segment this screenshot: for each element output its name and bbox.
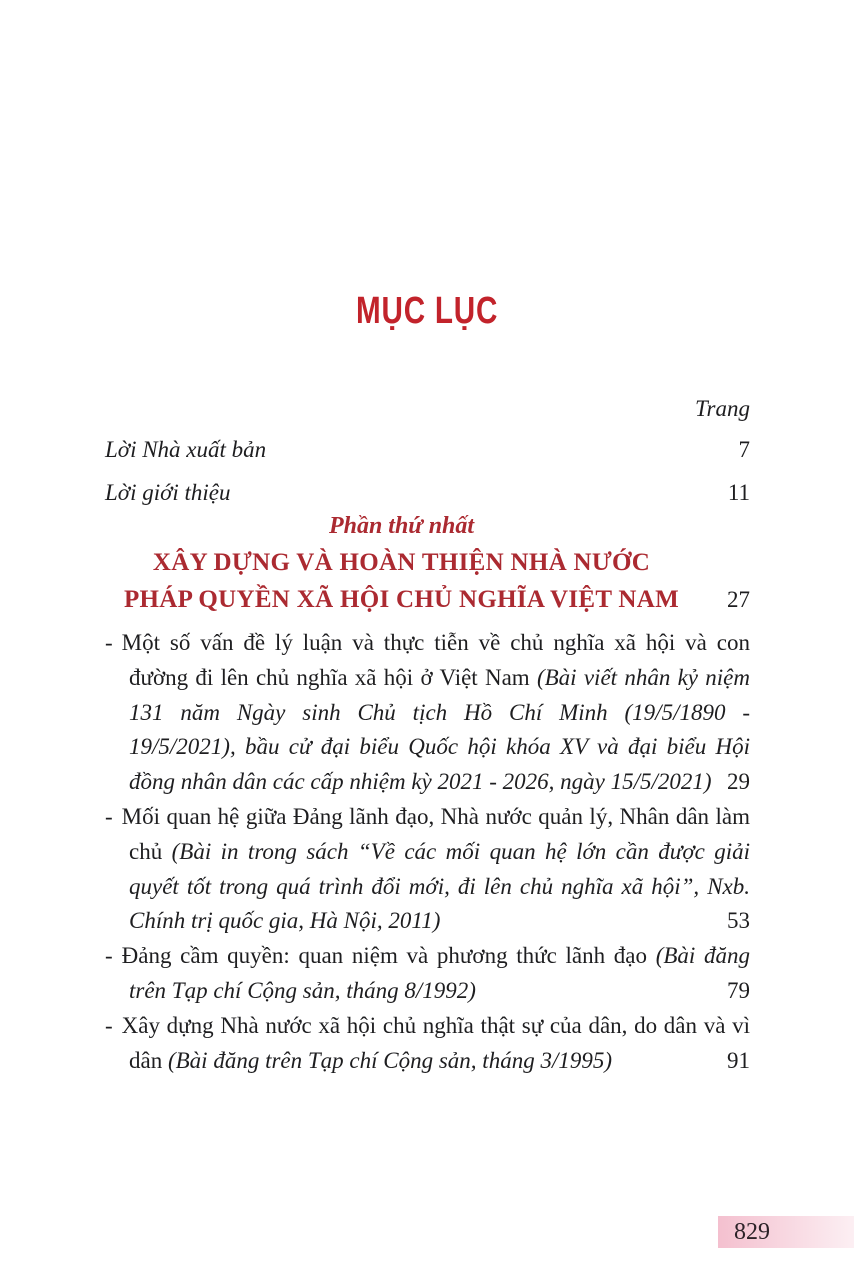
page-column-header: Trang [695, 396, 750, 421]
toc-entry-list [105, 626, 750, 1078]
folio-bar [718, 1216, 854, 1248]
front-matter-page-number: 7 [738, 437, 750, 462]
toc-entry [105, 1009, 750, 1079]
toc-entry [105, 939, 750, 1009]
toc-entry [105, 626, 750, 800]
section-heading [105, 509, 750, 618]
page-title-row [0, 290, 854, 333]
entry-text: Một số vấn đề lý luận và thực tiễn về chủ nghĩa xã hội và con đường đi lên chủ nghĩa xã hội ở Việt Nam (Bài viết nhân kỷ niệm 131 năm Ngày sinh Chủ tịch Hồ Chí Minh (19/5/1890 - 19/5/2021), bầu cử đại biểu Quốc hội khóa XV và đại biểu Hội đồng nhân dân các cấp nhiệm kỳ 2021 - 2026, ngày 15/5/2021) [121, 630, 750, 795]
entry-page-number: 91 [727, 1047, 750, 1073]
front-matter-title: Lời Nhà xuất bản [105, 437, 267, 462]
page-title: MỤC LỤC [355, 290, 499, 332]
front-matter-title: Lời giới thiệu [105, 480, 231, 505]
entry-dash-marker: - [105, 630, 113, 655]
entry-page-number: 29 [727, 769, 750, 795]
entry-text: Mối quan hệ giữa Đảng lãnh đạo, Nhà nước quản lý, Nhân dân làm chủ (Bài in trong sách “Về các mối quan hệ lớn cần được giải quyết tốt trong quá trình đổi mới, đi lên chủ nghĩa xã hội”, Nxb. Chính trị quốc gia, Hà Nội, 2011) [121, 803, 750, 934]
entry-page-number: 53 [727, 908, 750, 934]
folio-page-number: 829 [734, 1219, 770, 1245]
entry-text: Đảng cầm quyền: quan niệm và phương thức lãnh đạo (Bài đăng trên Tạp chí Cộng sản, tháng 8/1992) [121, 943, 750, 1003]
section-kicker: Phần thứ nhất [328, 513, 475, 539]
entry-page-number: 79 [727, 977, 750, 1003]
entry-dash-marker: - [105, 1012, 113, 1038]
entry-dash-marker: - [105, 803, 113, 829]
front-matter-page-number: 11 [727, 480, 750, 505]
entry-dash-marker: - [105, 943, 113, 969]
section-title-line-1: XÂY DỰNG VÀ HOÀN THIỆN NHÀ NƯỚC [152, 549, 651, 576]
front-matter-list [105, 428, 750, 514]
section-title-line-2: PHÁP QUYỀN XÃ HỘI CHỦ NGHĨA VIỆT NAM [123, 586, 680, 613]
section-page-number: 27 [727, 587, 750, 612]
entry-text: Xây dựng Nhà nước xã hội chủ nghĩa thật sự của dân, do dân và vì dân (Bài đăng trên Tạp chí Cộng sản, tháng 3/1995) [121, 1012, 750, 1073]
front-matter-row [105, 428, 750, 471]
front-matter-row [105, 471, 750, 514]
toc-entry [105, 800, 750, 939]
